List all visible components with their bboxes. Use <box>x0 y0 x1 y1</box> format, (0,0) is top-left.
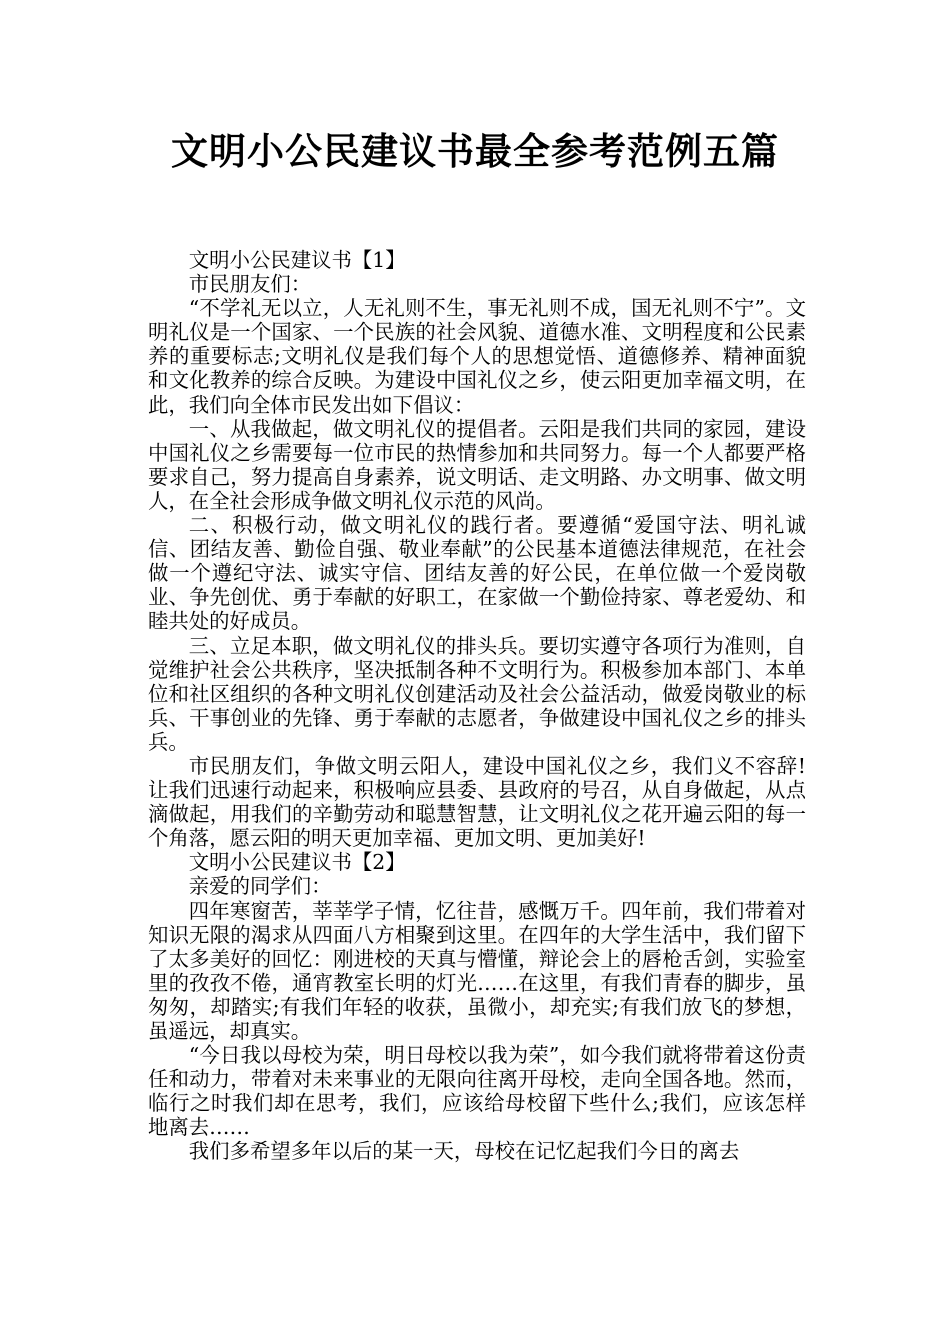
body-paragraph: 二、积极行动，做文明礼仪的践行者。要遵循“爱国守法、明礼诚信、团结友善、勤俭自强、敬业奉献”的公民基本道德法律规范，在社会做一个遵纪守法、诚实守信、团结友善的好公民，在单位做一个爱岗敬业、争先创优、勇于奉献的好职工，在家做一个勤俭持家、尊老爱幼、和睦共处的好成员。 <box>148 513 806 634</box>
body-paragraph: 市民朋友们，争做文明云阳人，建设中国礼仪之乡，我们义不容辞!让我们迅速行动起来，积极响应县委、县政府的号召，从自身做起，从点滴做起，用我们的辛勤劳动和聪慧智慧，让文明礼仪之花开遍云阳的每一个角落，愿云阳的明天更加幸福、更加文明、更加美好! <box>148 753 806 851</box>
salutation-1: 市民朋友们： <box>188 272 312 297</box>
body-paragraph: “今日我以母校为荣，明日母校以我为荣”，如今我们就将带着这份责任和动力，带着对未来事业的无限向往离开母校，走向全国各地。然而，临行之时我们却在思考，我们，应该给母校留下些什么;我们，应该怎样地离去…… <box>148 1043 806 1140</box>
section-heading-1: 文明小公民建议书【1】 <box>188 248 406 272</box>
body-paragraph: 四年寒窗苦，莘莘学子情，忆往昔，感慨万千。四年前，我们带着对知识无限的渴求从四面八方相聚到这里。在四年的大学生活中，我们留下了太多美好的回忆：刚进校的天真与懵懂，辩论会上的唇枪舌剑，实验室里的孜孜不倦，通宵教室长明的灯光……在这里，有我们青春的脚步，虽匆匆，却踏实;有我们年轻的收获，虽微小，却充实;有我们放飞的梦想，虽遥远，却真实。 <box>148 898 806 1043</box>
body-paragraph: 三、立足本职，做文明礼仪的排头兵。要切实遵守各项行为准则，自觉维护社会公共秩序，坚决抵制各种不文明行为。积极参加本部门、本单位和社区组织的各种文明礼仪创建活动及社会公益活动，做爱岗敬业的标兵、干事创业的先锋、勇于奉献的志愿者，争做建设中国礼仪之乡的排头兵。 <box>148 633 806 754</box>
document-body <box>148 248 806 1164</box>
body-paragraph: “不学礼无以立，人无礼则不生，事无礼则不成，国无礼则不宁”。文明礼仪是一个国家、一个民族的社会风貌、道德水准、文明程度和公民素养的重要标志;文明礼仪是我们每个人的思想觉悟、道德修养、精神面貌和文化教养的综合反映。为建设中国礼仪之乡，使云阳更加幸福文明，在此，我们向全体市民发出如下倡议： <box>148 296 806 417</box>
body-paragraph: 我们多希望多年以后的某一天，母校在记忆起我们今日的离去 <box>188 1139 740 1164</box>
salutation-2: 亲爱的同学们： <box>188 874 332 899</box>
section-heading-2: 文明小公民建议书【2】 <box>188 850 406 875</box>
document-title: 文明小公民建议书最全参考范例五篇 <box>171 130 779 173</box>
body-paragraph: 一、从我做起，做文明礼仪的提倡者。云阳是我们共同的家园，建设中国礼仪之乡需要每一位市民的热情参加和共同努力。每一个人都要严格要求自己，努力提高自身素养，说文明话、走文明路、办文明事、做文明人，在全社会形成争做文明礼仪示范的风尚。 <box>148 416 806 513</box>
